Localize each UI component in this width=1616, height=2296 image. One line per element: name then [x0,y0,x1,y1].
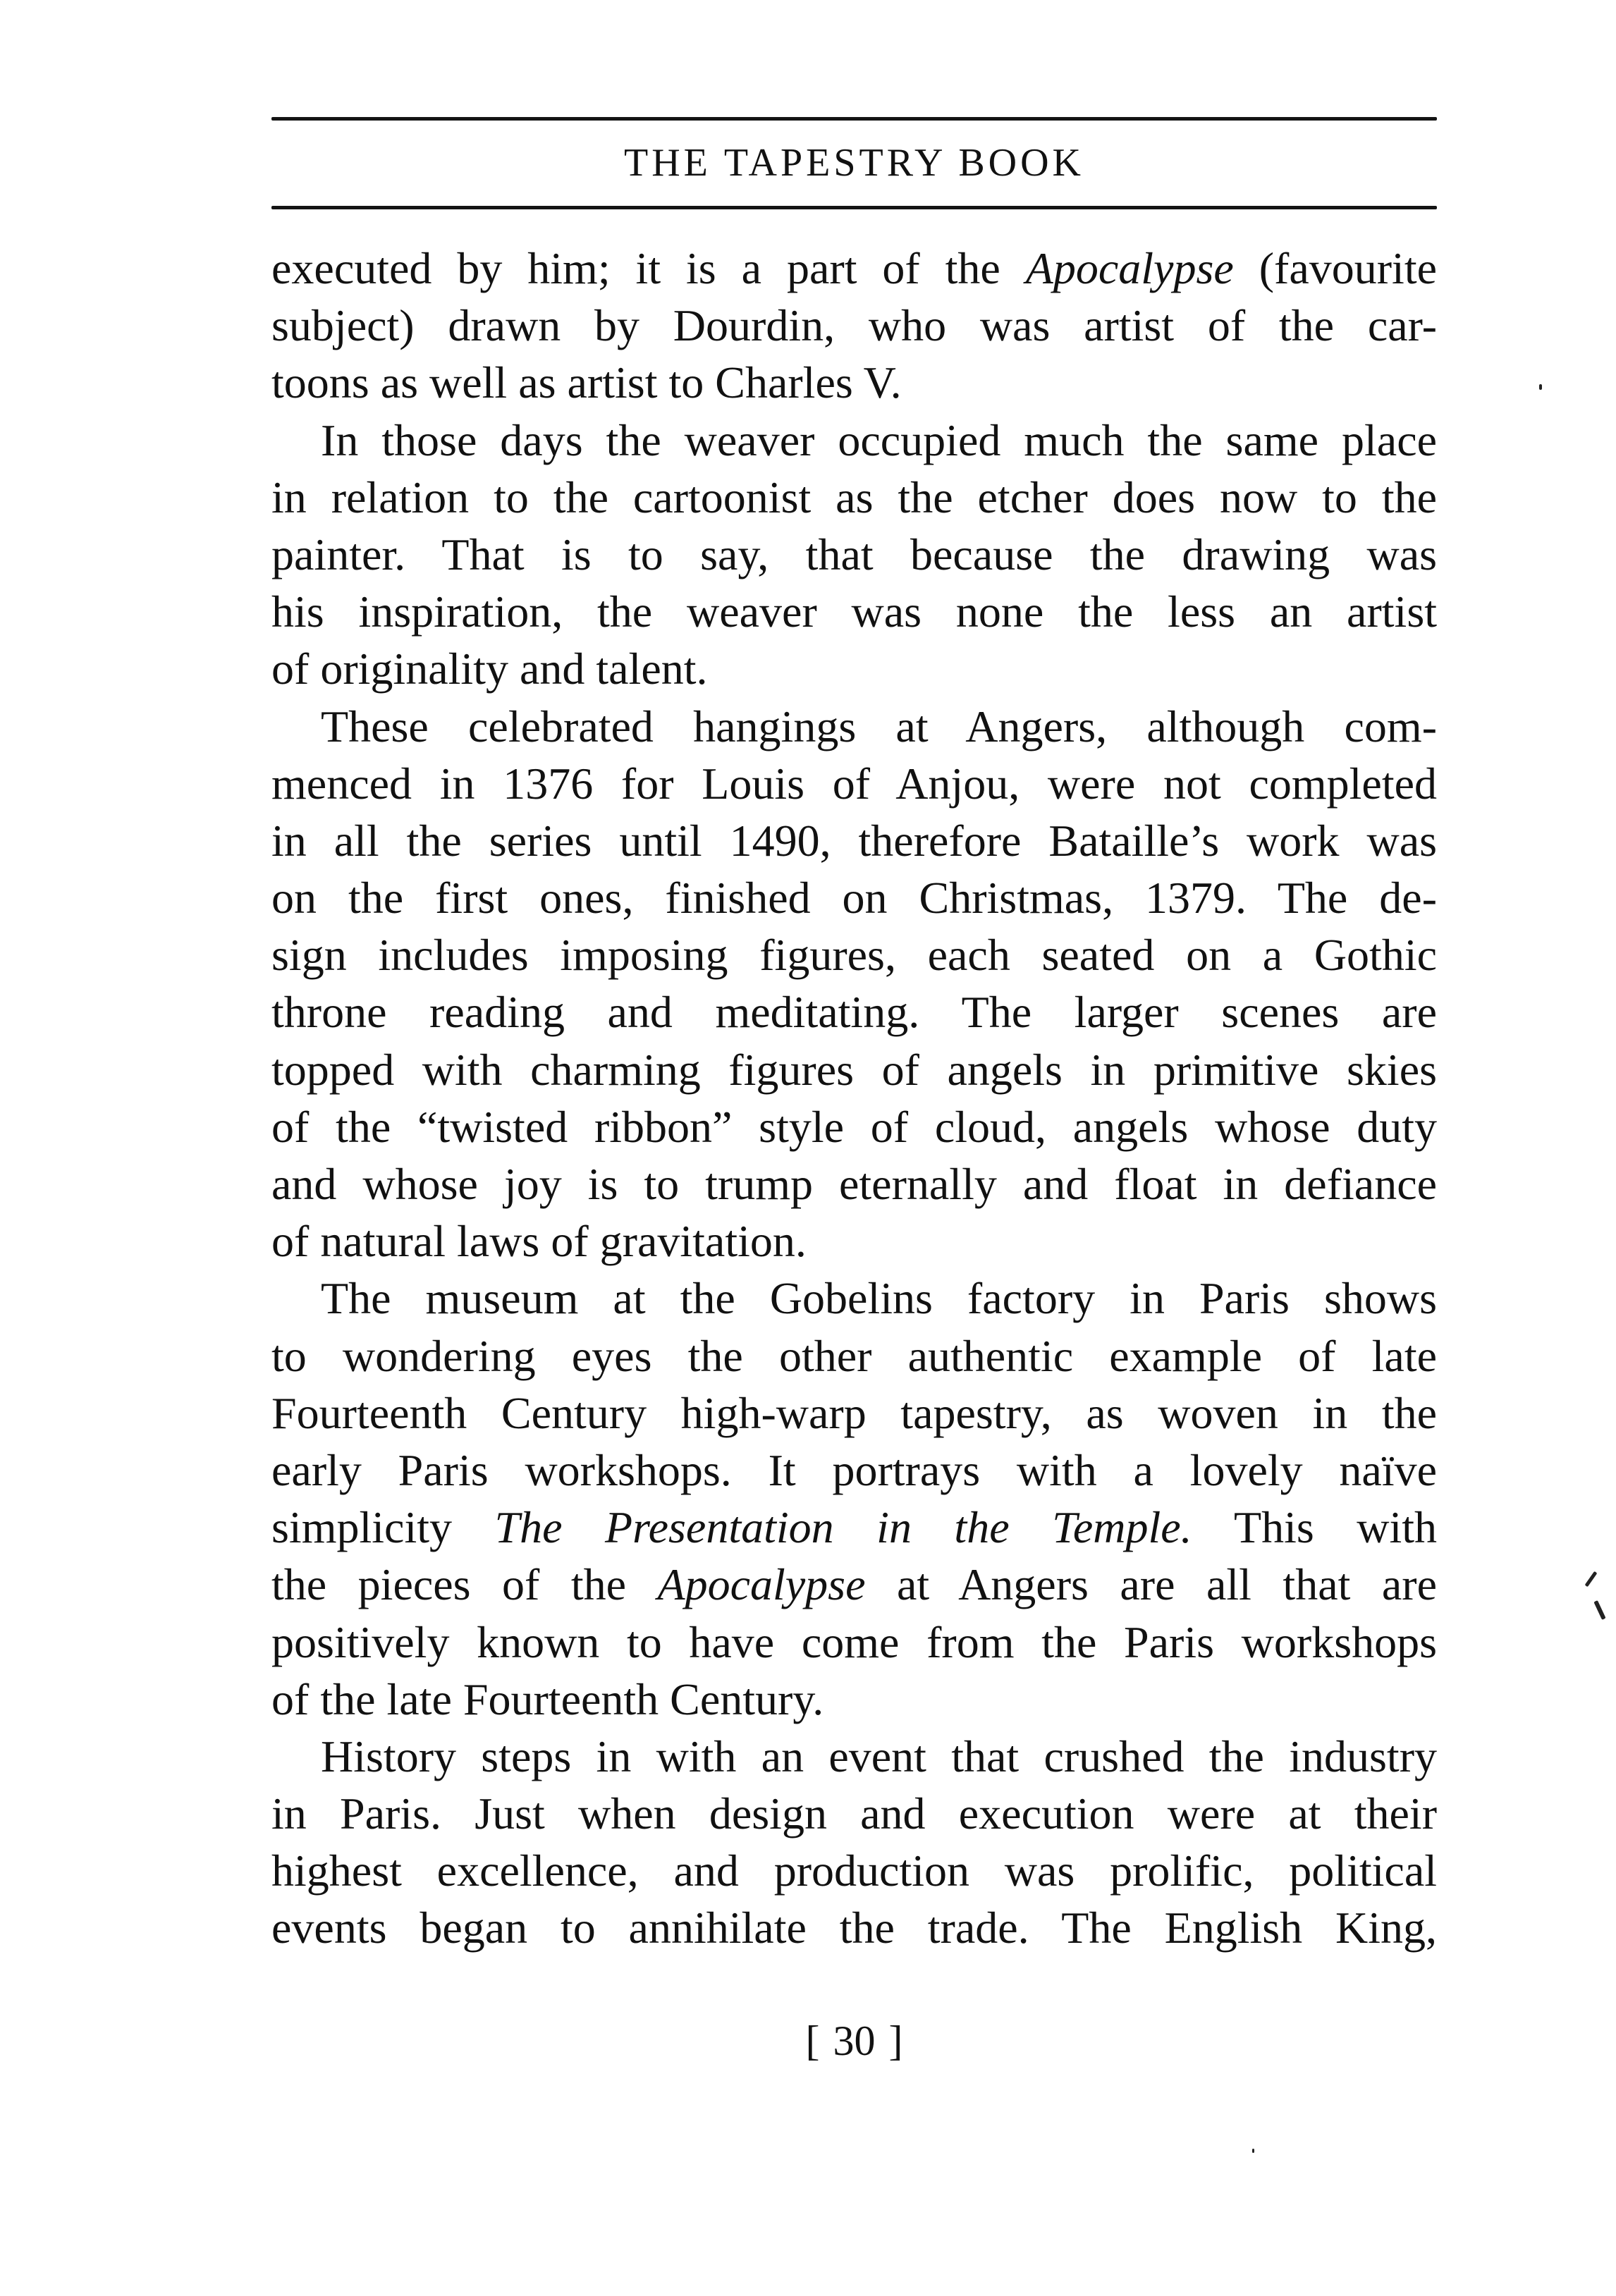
italic-title: Apocalypse [1025,243,1234,293]
text-line: his inspiration, the weaver was none the less an artist [271,587,1437,637]
italic-title: The Presentation in the Temple. [494,1502,1192,1553]
header-rule-bottom [271,206,1437,209]
text-line: sign includes imposing figures, each seated on a Gothic [271,930,1437,981]
text-line: In those days the weaver occupied much the same place [321,415,1437,465]
text-line: subject) drawn by Dourdin, who was artist of the car- [271,300,1437,351]
running-head: THE TAPESTRY BOOK [623,141,1084,185]
text-line: events began to annihilate the trade. The English King, [271,1903,1437,1953]
text-line: topped with charming figures of angels in primitive skies [271,1044,1437,1095]
paragraph [271,1270,1437,1728]
text-line: The museum at the Gobelins factory in Paris shows [321,1273,1437,1324]
text-line: highest excellence, and production was prolific, political [271,1846,1437,1896]
text-line: on the first ones, finished on Christmas, 1379. The de- [271,873,1437,923]
text-line: Fourteenth Century high-warp tapestry, as woven in the [271,1387,1437,1438]
text-line: History steps in with an event that crushed the industry [321,1731,1437,1781]
text-line: painter. That is to say, that because the drawing was [271,529,1437,579]
text-line: and whose joy is to trump eternally and float in defiance [271,1159,1437,1209]
text-line: to wondering eyes the other authentic example of late [271,1330,1437,1381]
text-line: the pieces of the Apocalypse at Angers are all that are [271,1559,1438,1610]
page-number: [ 30 ] [805,2018,903,2064]
text-line: of the “twisted ribbon” style of cloud, angels whose duty [271,1101,1437,1152]
paragraph [271,698,1437,1270]
scan-speck [1585,1571,1598,1588]
paragraph [271,240,1437,412]
text-line: early Paris workshops. It portrays with a lovely naïve [271,1444,1437,1495]
text-line: throne reading and meditating. The larger scenes are [271,987,1437,1038]
text-line: These celebrated hangings at Angers, although com- [321,701,1437,751]
italic-title: Apocalypse [657,1559,866,1610]
paragraph [271,1728,1437,1957]
text-line: in relation to the cartoonist as the etcher does now to the [271,472,1437,522]
text-line: menced in 1376 for Louis of Anjou, were not completed [271,758,1437,809]
text-line: of originality and talent. [271,644,708,694]
text-line: in all the series until 1490, therefore Bataille’s work was [271,815,1437,866]
text-line: simplicity The Presentation in the Temple. This with [271,1502,1438,1553]
scan-speck [1252,2149,1254,2153]
text-line: of natural laws of gravitation. [271,1216,807,1267]
scan-speck [1593,1600,1605,1620]
text-line: in Paris. Just when design and execution were at their [271,1788,1437,1839]
paragraph [271,412,1437,698]
text-line: toons as well as artist to Charles V. [271,357,902,408]
text-line: executed by him; it is a part of the Apocalypse (favourite [271,243,1438,293]
body-text [271,240,1437,1957]
text-line: of the late Fourteenth Century. [271,1674,824,1724]
header-rule-top [271,117,1437,121]
scan-speck [1539,384,1542,390]
text-line: positively known to have come from the Paris workshops [271,1616,1437,1667]
